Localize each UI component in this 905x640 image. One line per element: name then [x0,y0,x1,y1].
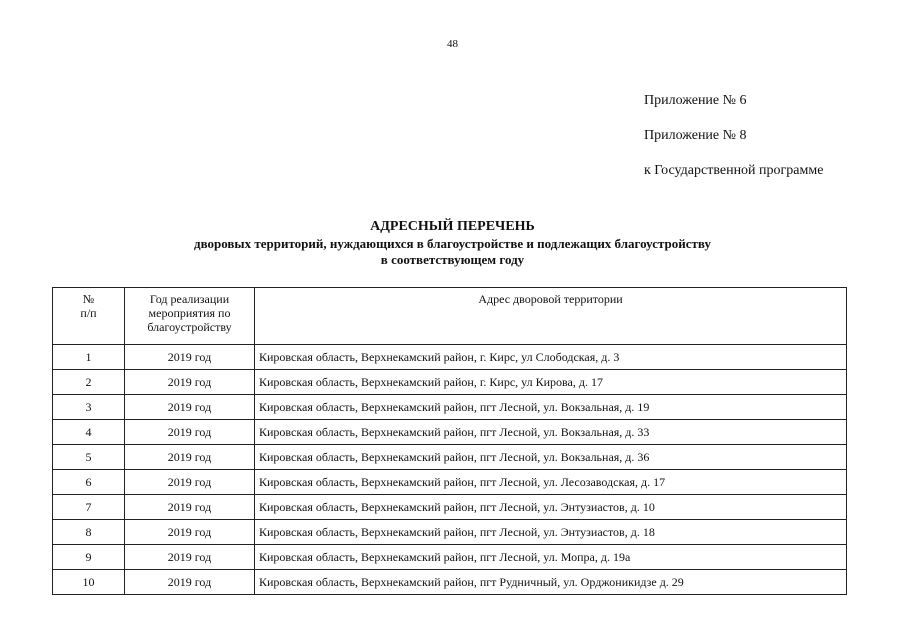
row-number: 6 [53,470,125,495]
row-year: 2019 год [125,520,255,545]
address-table [52,287,847,595]
row-year: 2019 год [125,495,255,520]
table-row [53,545,847,570]
row-address: Кировская область, Верхнекамский район, пгт Лесной, ул. Вокзальная, д. 19 [255,395,847,420]
row-number: 10 [53,570,125,595]
row-address: Кировская область, Верхнекамский район, пгт Лесной, ул. Энтузиастов, д. 18 [255,520,847,545]
row-number: 1 [53,345,125,370]
appendix-line-3: к Государственной программе [644,163,824,178]
row-number: 5 [53,445,125,470]
table-row [53,495,847,520]
row-address: Кировская область, Верхнекамский район, пгт Лесной, ул. Мопра, д. 19а [255,545,847,570]
header-number-label: п/п [80,306,97,320]
table-row [53,470,847,495]
row-year: 2019 год [125,570,255,595]
row-year: 2019 год [125,420,255,445]
row-address: Кировская область, Верхнекамский район, пгт Лесной, ул. Вокзальная, д. 36 [255,445,847,470]
row-address: Кировская область, Верхнекамский район, пгт Лесной, ул. Энтузиастов, д. 10 [255,495,847,520]
page-number: 48 [447,38,458,50]
row-year: 2019 год [125,470,255,495]
header-year-label: Год реализации мероприятия по благоустройству [147,292,232,334]
row-number: 8 [53,520,125,545]
row-number: 7 [53,495,125,520]
row-year: 2019 год [125,395,255,420]
row-address: Кировская область, Верхнекамский район, г. Кирс, ул Слободская, д. 3 [255,345,847,370]
header-year [125,288,255,345]
row-address: Кировская область, Верхнекамский район, г. Кирс, ул Кирова, д. 17 [255,370,847,395]
title-subtitle-2: в соответствующем году [380,252,525,267]
document-title [0,218,905,268]
table-row [53,345,847,370]
row-address: Кировская область, Верхнекамский район, пгт Лесной, ул. Вокзальная, д. 33 [255,420,847,445]
row-number: 3 [53,395,125,420]
row-address: Кировская область, Верхнекамский район, пгт Лесной, ул. Лесозаводская, д. 17 [255,470,847,495]
table-row [53,395,847,420]
table-row [53,570,847,595]
row-year: 2019 год [125,345,255,370]
header-number-symbol: № [82,292,95,306]
table-body [53,345,847,595]
header-address: Адрес дворовой территории [255,288,847,345]
table-row [53,445,847,470]
table-row [53,370,847,395]
table-row [53,520,847,545]
table-header-row [53,288,847,345]
title-main: АДРЕСНЫЙ ПЕРЕЧЕНЬ [370,219,535,234]
row-number: 9 [53,545,125,570]
row-year: 2019 год [125,545,255,570]
title-subtitle-1: дворовых территорий, нуждающихся в благоустройстве и подлежащих благоустройству [194,236,711,251]
header-number [53,288,125,345]
table-row [53,420,847,445]
row-year: 2019 год [125,445,255,470]
row-number: 2 [53,370,125,395]
appendix-line-1: Приложение № 6 [644,93,747,108]
row-year: 2019 год [125,370,255,395]
row-address: Кировская область, Верхнекамский район, пгт Рудничный, ул. Орджоникидзе д. 29 [255,570,847,595]
appendix-line-2: Приложение № 8 [644,128,747,143]
row-number: 4 [53,420,125,445]
